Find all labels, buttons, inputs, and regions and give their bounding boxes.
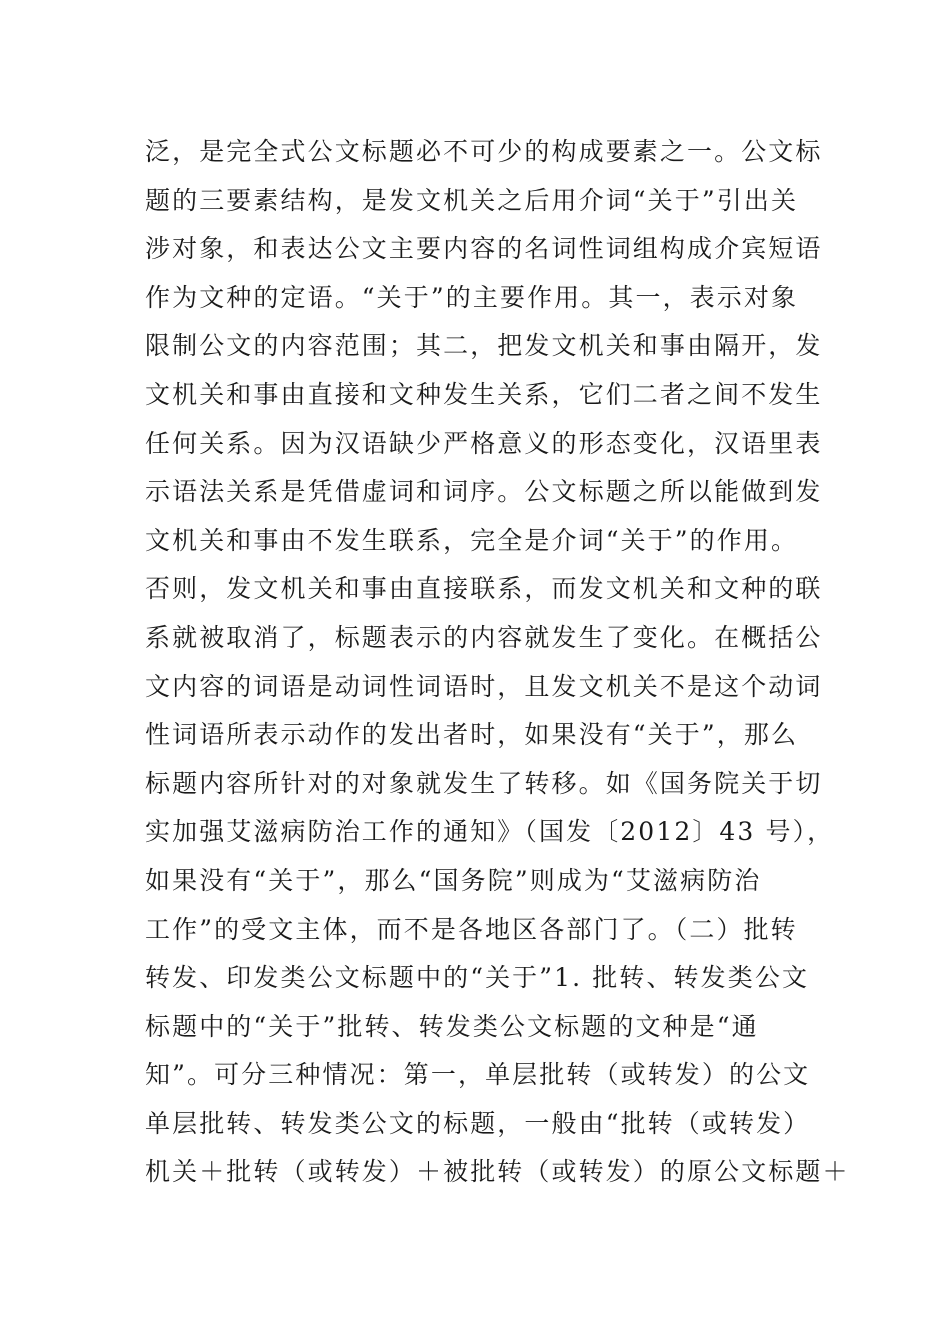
text-line-11: 系就被取消了，标题表示的内容就发生了变化。在概括公 <box>145 622 823 652</box>
text-line-18: 转发、印发类公文标题中的“关于”1. 批转、转发类公文 <box>145 963 810 993</box>
text-line-6: 文机关和事由直接和文种发生关系，它们二者之间不发生 <box>145 379 823 409</box>
text-line-14: 标题内容所针对的对象就发生了转移。如《国务院关于切 <box>145 768 823 798</box>
text-line-20: 知”。可分三种情况：第一，单层批转（或转发）的公文 <box>145 1060 811 1090</box>
text-line-21: 单层批转、转发类公文的标题，一般由“批转（或转发） <box>145 1108 811 1138</box>
text-line-16: 如果没有“关于”，那么“国务院”则成为“艾滋病防治 <box>145 865 762 895</box>
text-line-15: 实加强艾滋病防治工作的通知》（国发〔2012〕43 号）， <box>145 817 835 847</box>
text-line-3: 涉对象，和表达公文主要内容的名词性词组构成介宾短语 <box>145 234 823 264</box>
text-line-10: 否则，发文机关和事由直接联系，而发文机关和文种的联 <box>145 574 823 604</box>
body-paragraph <box>145 128 850 1197</box>
text-line-13: 性词语所表示动作的发出者时，如果没有“关于”，那么 <box>145 720 799 750</box>
text-line-19: 标题中的“关于”批转、转发类公文标题的文种是“通 <box>145 1011 759 1041</box>
text-line-8: 示语法关系是凭借虚词和词序。公文标题之所以能做到发 <box>145 477 823 507</box>
text-line-2: 题的三要素结构，是发文机关之后用介词“关于”引出关 <box>145 185 799 215</box>
text-line-5: 限制公文的内容范围；其二，把发文机关和事由隔开，发 <box>145 331 823 361</box>
text-line-9: 文机关和事由不发生联系，完全是介词“关于”的作用。 <box>145 525 799 555</box>
text-line-4: 作为文种的定语。“关于”的主要作用。其一，表示对象 <box>145 282 799 312</box>
text-line-22: 机关＋批转（或转发）＋被批转（或转发）的原公文标题＋ <box>145 1157 850 1187</box>
text-line-7: 任何关系。因为汉语缺少严格意义的形态变化，汉语里表 <box>145 428 823 458</box>
text-line-17: 工作”的受文主体，而不是各地区各部门了。（二）批转 <box>145 914 798 944</box>
text-line-12: 文内容的词语是动词性词语时，且发文机关不是这个动词 <box>145 671 823 701</box>
text-line-1: 泛，是完全式公文标题必不可少的构成要素之一。公文标 <box>145 137 823 166</box>
